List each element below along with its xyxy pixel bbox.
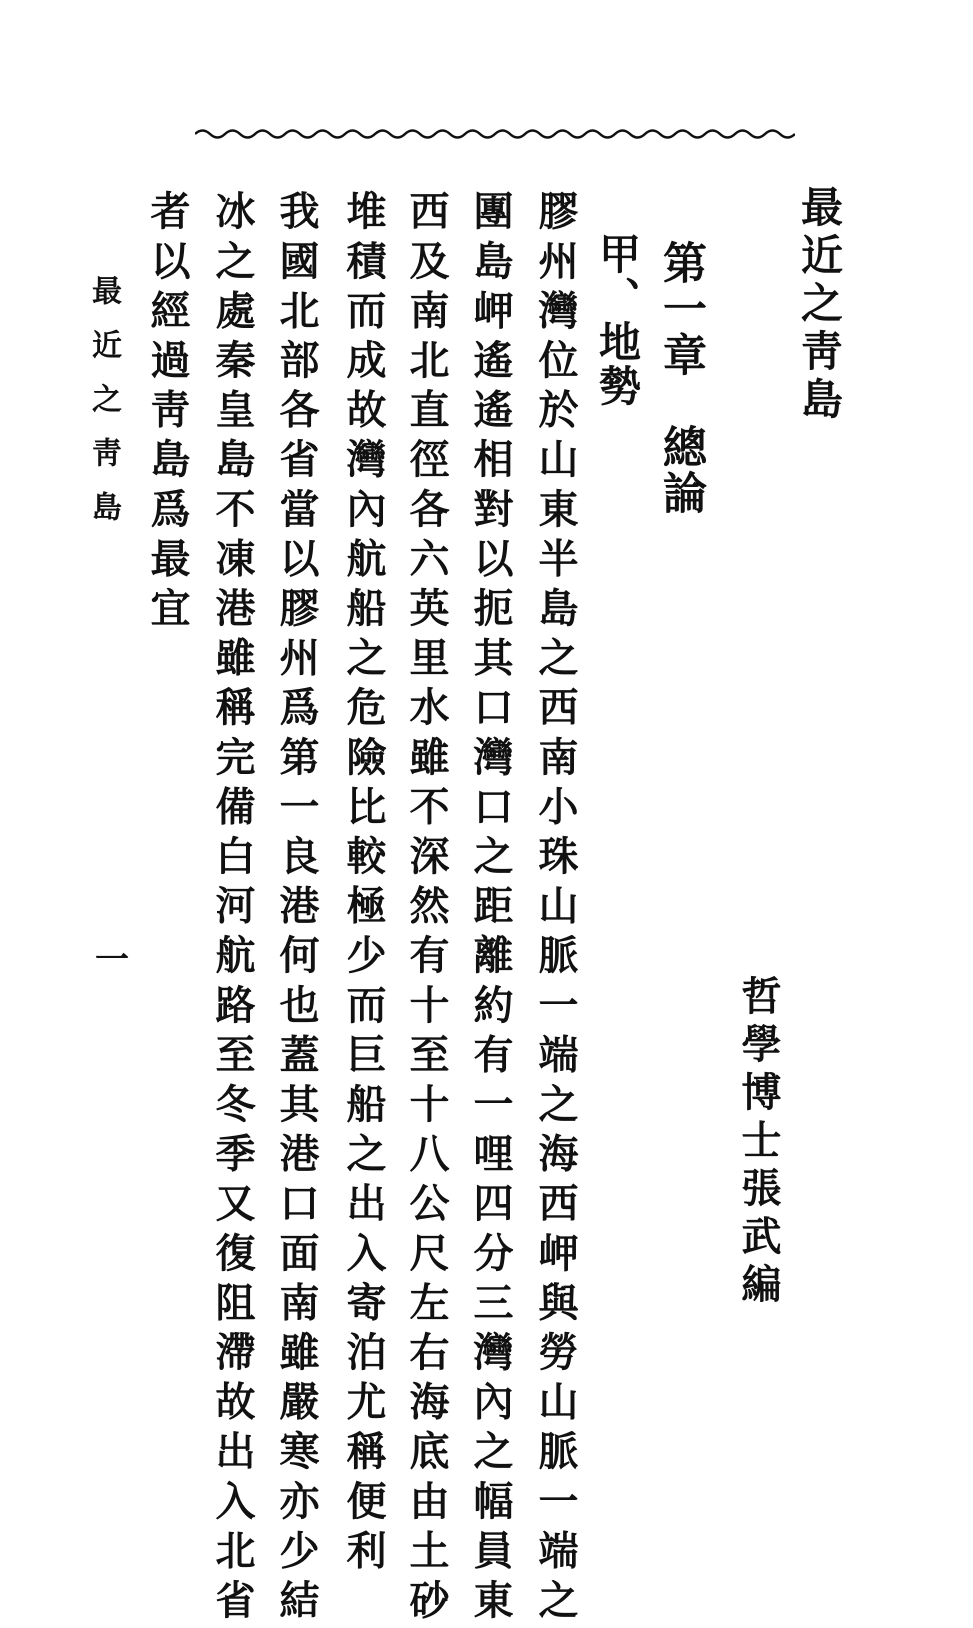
body-text-line: 者以經過靑島爲最宜 <box>144 190 191 637</box>
author-line: 哲學博士張武編 <box>735 975 782 1311</box>
body-text-line: 團島岬遙遙相對以扼其口灣口之距離約有一哩四分三灣內之幅員東 <box>467 190 514 1628</box>
decorative-wave-rule <box>195 126 795 142</box>
chapter-heading: 第一章 總論 <box>655 240 706 516</box>
body-text-line: 冰之處秦皇島不凍港雖稱完備白河航路至冬季又復阻滯故出入北省 <box>209 190 256 1628</box>
body-text-line: 膠州灣位於山東半島之西南小珠山脈一端之海西岬與勞山脈一端之 <box>532 190 579 1628</box>
running-title: 最近之靑島 <box>86 275 121 545</box>
book-title: 最近之靑島 <box>795 185 844 425</box>
body-text-line: 西及南北直徑各六英里水雖不深然有十至十八公尺左右海底由土砂 <box>403 190 450 1628</box>
page-number: 一 <box>95 940 129 980</box>
body-text-line: 堆積而成故灣內航船之危險比較極少而巨船之出入寄泊尤稱便利 <box>340 190 387 1579</box>
body-text-line: 我國北部各省當以膠州爲第一良港何也蓋其港口面南雖嚴寒亦少結 <box>273 190 320 1628</box>
section-heading: 甲、地勢 <box>593 232 642 408</box>
